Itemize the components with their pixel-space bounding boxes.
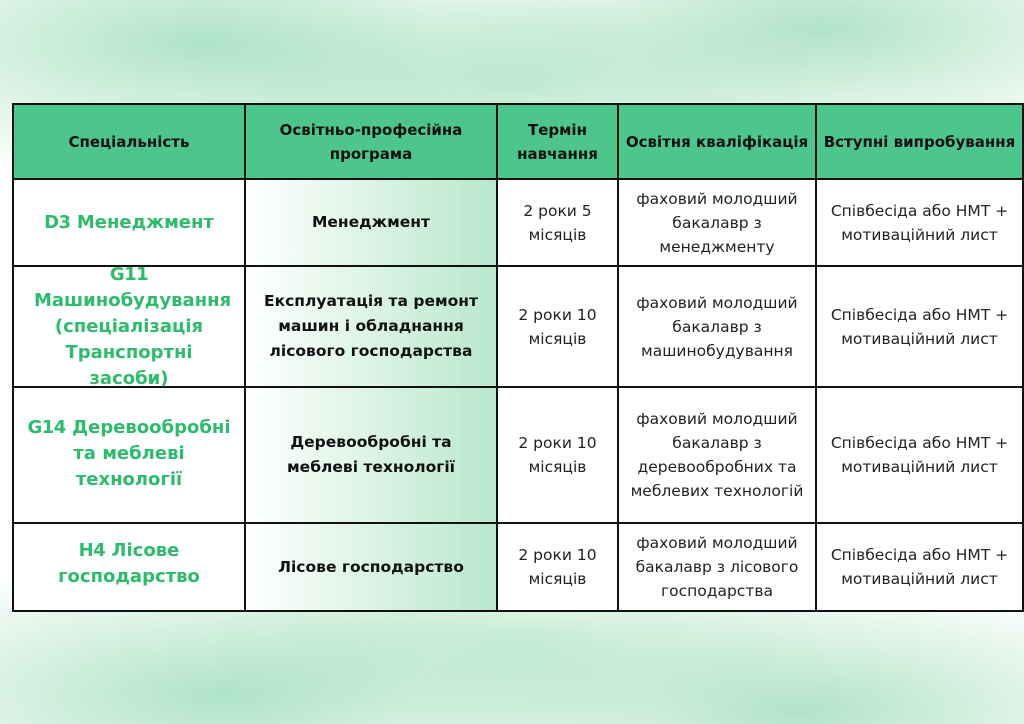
specialty-name: Деревообробні та меблеві технології [72,417,231,490]
table-row-exams [817,388,1022,522]
qualification-value: фаховий молодший бакалавр з лісового господарства [635,534,799,600]
header-program [246,105,496,178]
header-duration-label: Термін навчання [517,120,598,163]
table-row-qualification [619,267,815,386]
header-qualification [619,105,815,178]
table-row-qualification [619,180,815,265]
program-name: Менеджмент [312,213,430,231]
specialty-code: H4 [78,540,106,561]
header-exams [817,105,1022,178]
header-duration [498,105,617,178]
specialty-code: G14 [27,417,66,438]
exams-value: Співбесіда або НМТ + мотиваційний лист [830,305,1009,348]
table-row-duration [498,388,617,522]
specialty-code: D3 [44,211,71,233]
header-qualification-label: Освітня кваліфікація [625,132,809,151]
table-row-specialty [14,180,244,265]
specialty-code: G11 [109,263,149,285]
admission-table [12,103,1024,612]
table-row-specialty [14,388,244,522]
table-row-exams [817,267,1022,386]
exams-value: Співбесіда або НМТ + мотиваційний лист [830,201,1009,244]
table-row-exams [817,180,1022,265]
duration-value: 2 роки 5 місяців [523,201,592,244]
table-row-specialty [14,524,244,610]
table-row-program [246,180,496,265]
qualification-value: фаховий молодший бакалавр з менеджменту [636,189,798,256]
table-row-program [246,388,496,522]
header-specialty-label: Спеціальність [68,132,190,151]
table-row-program [246,267,496,386]
header-exams-label: Вступні випробування [823,132,1016,151]
table-row-specialty [14,263,244,389]
duration-value: 2 роки 10 місяців [518,434,597,476]
header-program-label: Освітньо-професійна програма [279,120,463,163]
specialty-name: Машинобудування (спеціалізація Транспортні засоби) [34,289,232,389]
table-row-exams [817,524,1022,610]
duration-value: 2 роки 10 місяців [518,305,597,348]
qualification-value: фаховий молодший бакалавр з машинобудування [636,293,798,360]
exams-value: Співбесіда або НМТ + мотиваційний лист [830,434,1009,476]
exams-value: Співбесіда або НМТ + мотиваційний лист [830,546,1009,588]
program-name: Лісове господарство [278,557,464,576]
specialty-name: Менеджмент [76,211,214,233]
qualification-value: фаховий молодший бакалавр з деревообробних та меблевих технологій [630,410,804,500]
table-row-duration [498,267,617,386]
specialty-name: Лісове господарство [58,540,200,587]
table-row-qualification [619,388,815,522]
table-row-duration [498,524,617,610]
duration-value: 2 роки 10 місяців [518,546,597,588]
table-row-program [246,524,496,610]
program-name: Експлуатація та ремонт машин і обладнання лісового господарства [264,292,478,360]
table-row-duration [498,180,617,265]
program-name: Деревообробні та меблеві технології [287,433,455,476]
table-row-qualification [619,524,815,610]
header-specialty [14,105,244,178]
